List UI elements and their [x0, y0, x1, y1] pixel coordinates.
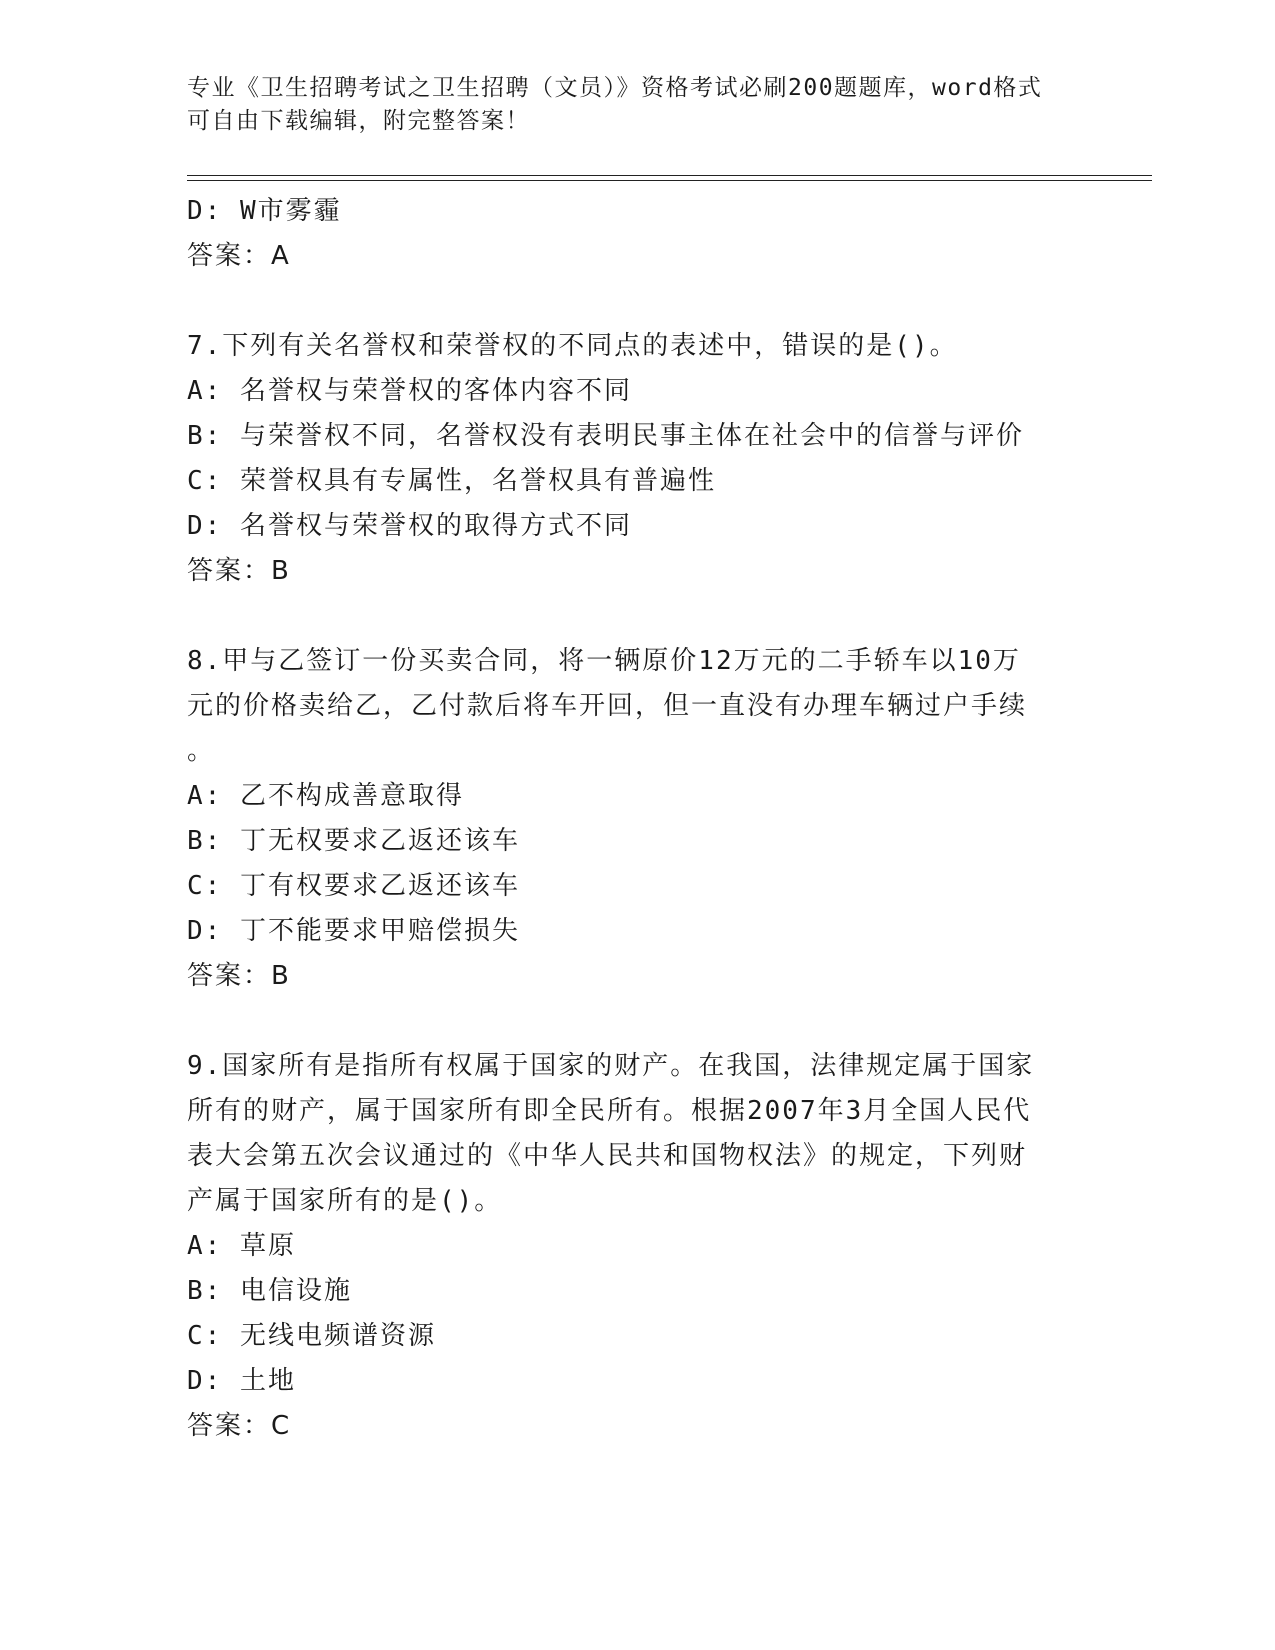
q8-stem-line-2: 元的价格卖给乙，乙付款后将车开回，但一直没有办理车辆过户手续 — [187, 691, 1028, 721]
q8-option-c: C: 丁有权要求乙返还该车 — [187, 871, 520, 901]
q7-option-d: D: 名誉权与荣誉权的取得方式不同 — [187, 511, 632, 541]
q7-option-c: C: 荣誉权具有专属性，名誉权具有普遍性 — [187, 466, 716, 496]
q9-option-c: C: 无线电频谱资源 — [187, 1321, 436, 1351]
q7-stem: 7.下列有关名誉权和荣誉权的不同点的表述中，错误的是()。 — [187, 331, 958, 361]
q9-option-d: D: 土地 — [187, 1366, 296, 1396]
q9-stem-line-3: 表大会第五次会议通过的《中华人民共和国物权法》的规定，下列财 — [187, 1141, 1028, 1171]
question-content — [187, 189, 1087, 1449]
header-rule-bottom — [187, 180, 1152, 181]
spacer — [187, 999, 1087, 1044]
q8-stem-line-1: 8.甲与乙签订一份买卖合同，将一辆原价12万元的二手轿车以10万 — [187, 646, 1021, 676]
q8-option-d: D: 丁不能要求甲赔偿损失 — [187, 916, 520, 946]
spacer — [187, 279, 1087, 324]
spacer — [187, 594, 1087, 639]
header-rule-top — [187, 175, 1152, 176]
q9-option-b: B: 电信设施 — [187, 1276, 352, 1306]
q7-option-b: B: 与荣誉权不同，名誉权没有表明民事主体在社会中的信誉与评价 — [187, 421, 1024, 451]
q9-stem-line-1: 9.国家所有是指所有权属于国家的财产。在我国，法律规定属于国家 — [187, 1051, 1035, 1081]
q7-answer: 答案：B — [187, 556, 291, 586]
q8-answer: 答案：B — [187, 961, 291, 991]
q8-option-a: A: 乙不构成善意取得 — [187, 781, 464, 811]
document-header — [187, 72, 1087, 138]
q9-option-a: A: 草原 — [187, 1231, 296, 1261]
q8-stem-line-3: 。 — [187, 736, 216, 766]
header-line-1: 专业《卫生招聘考试之卫生招聘（文员）》资格考试必刷200题题库，word格式 — [187, 75, 1043, 101]
prev-answer: 答案：A — [187, 241, 291, 271]
header-line-2: 可自由下载编辑，附完整答案！ — [187, 108, 530, 134]
q9-answer: 答案：C — [187, 1411, 292, 1441]
q9-stem-line-4: 产属于国家所有的是()。 — [187, 1186, 503, 1216]
q9-stem-line-2: 所有的财产，属于国家所有即全民所有。根据2007年3月全国人民代 — [187, 1096, 1032, 1126]
prev-option-d: D: W市雾霾 — [187, 196, 342, 226]
q8-option-b: B: 丁无权要求乙返还该车 — [187, 826, 520, 856]
q7-option-a: A: 名誉权与荣誉权的客体内容不同 — [187, 376, 632, 406]
